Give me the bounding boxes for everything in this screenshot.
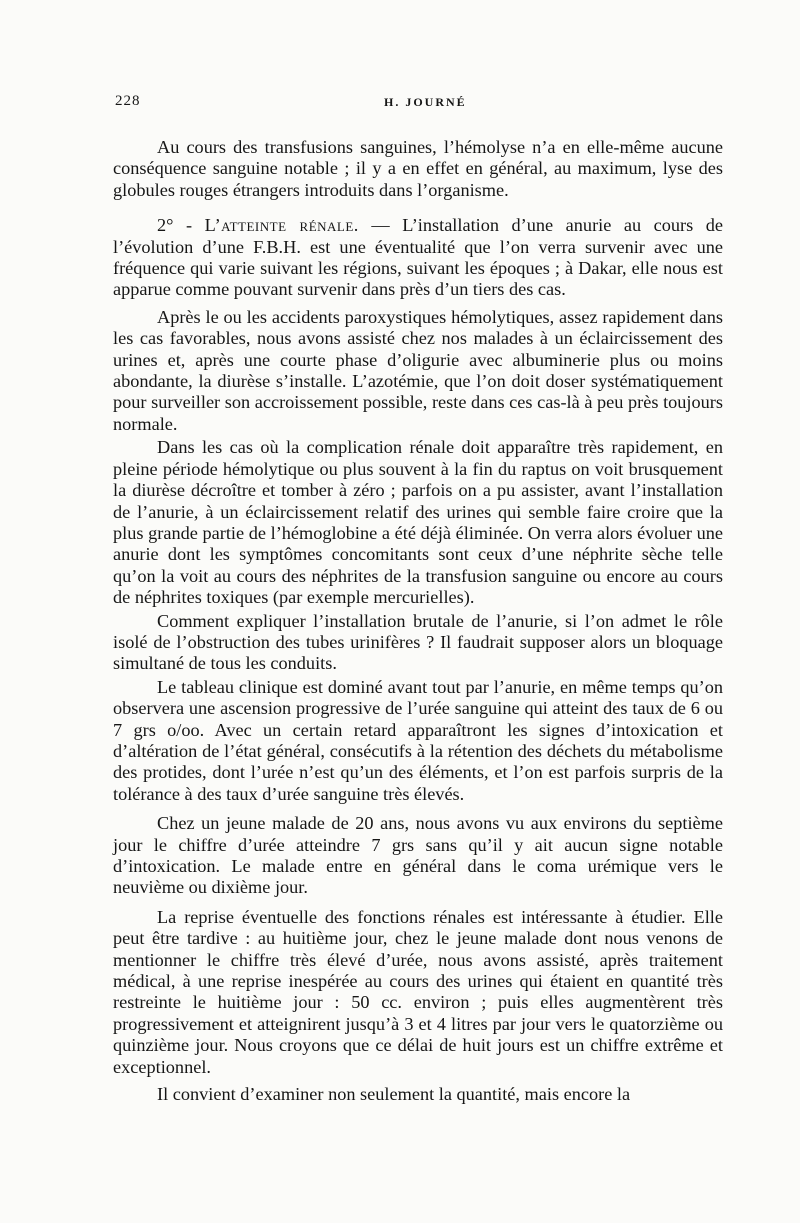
paragraph: Comment expliquer l’installation brutale de l’anurie, si l’on admet le rôle isolé de l’obstruction des tubes urinifères ? Il faudrait supposer alors un bloquage simultané de tous les conduits. — [113, 610, 723, 674]
paragraph: Dans les cas où la complication rénale doit apparaître très rapidement, en pleine période hémolytique ou plus souvent à la fin du raptus on voit brusquement la diurèse décroître et tomber à zéro ; parfois on a pu assister, avant l’installation de l’anurie, à un éclaircissement relatif des urines qui semble faire croire que la plus grande partie de l’hémoglobine a été déjà éliminée. On verra alors évoluer une anurie dont les symptômes concomitants sont ceux d’une néphrite sèche telle qu’on la voit au cours des néphrites de la transfusion sanguine ou encore au cours de néphrites toxiques (par exemple mercurielles). — [113, 437, 723, 608]
section-paragraph — [113, 215, 723, 301]
paragraph: Le tableau clinique est dominé avant tout par l’anurie, en même temps qu’on observera une ascension progressive de l’urée sanguine qui atteint des taux de 6 ou 7 grs o/oo. Avec un certain retard apparaîtront les signes d’intoxication et d’altération de l’état général, consécutifs à la rétention des déchets du métabolisme des protides, dont l’urée n’est qu’un des éléments, et l’on est parfois surpris de la tolérance à des taux d’urée sanguine très élevés. — [113, 676, 723, 804]
paragraph: Chez un jeune malade de 20 ans, nous avons vu aux environs du septième jour le chiffre d’urée atteindre 7 grs sans qu’il y ait aucun signe notable d’intoxication. Le malade entre en général dans le coma urémique vers le neuvième ou dixième jour. — [113, 813, 723, 898]
section-number: 2° - — [157, 215, 193, 236]
page-header — [0, 93, 800, 117]
paragraph: Au cours des transfusions sanguines, l’hémolyse n’a en elle-même aucune conséquence sanguine notable ; il y a en effet en général, au maximum, lyse des globules rouges étrangers introduits dans l’organisme. — [113, 137, 723, 200]
section-text: L’installation d’une anurie au cours de l’évolution d’une F.B.H. est une éventualité que l’on verra survenir avec une fréquence qui varie suivant les régions, suivant les époques ; à Dakar, elle nous est apparue comme pouvant survenir dans près d’un tiers des cas. — [113, 215, 723, 300]
paragraph: Après le ou les accidents paroxystiques hémolytiques, assez rapidement dans les cas favorables, nous avons assisté chez nos malades à un éclaircissement des urines et, après une courte phase d’oligurie avec albuminerie plus ou moins abondante, la diurèse s’installe. L’azotémie, que l’on doit doser systématiquement pour surveiller son accroissement possible, reste dans ces cas-là à peu près toujours normale. — [113, 306, 723, 434]
section-dash: — — [358, 215, 403, 236]
body-text — [113, 137, 723, 1111]
paragraph: Il convient d’examiner non seulement la quantité, mais encore la — [157, 1084, 631, 1105]
section-heading: L’atteinte rénale. — [204, 215, 359, 236]
page-number: 228 — [115, 93, 141, 109]
paragraph: La reprise éventuelle des fonctions rénales est intéressante à étudier. Elle peut être tardive : au huitième jour, chez le jeune malade dont nous venons de mentionner le chiffre très élevé d’urée, nous avons assisté, après traitement médical, à une reprise inespérée au cours des urines qui étaient en quantité très restreinte le huitième jour : 50 cc. environ ; puis elles augmentèrent très progressivement et atteignirent jusqu’à 3 et 4 litres par jour vers le quatorzième ou quinzième jour. Nous croyons que ce délai de huit jours est un chiffre extrême et exceptionnel. — [113, 906, 723, 1077]
running-title: H. JOURNÉ — [384, 95, 467, 109]
